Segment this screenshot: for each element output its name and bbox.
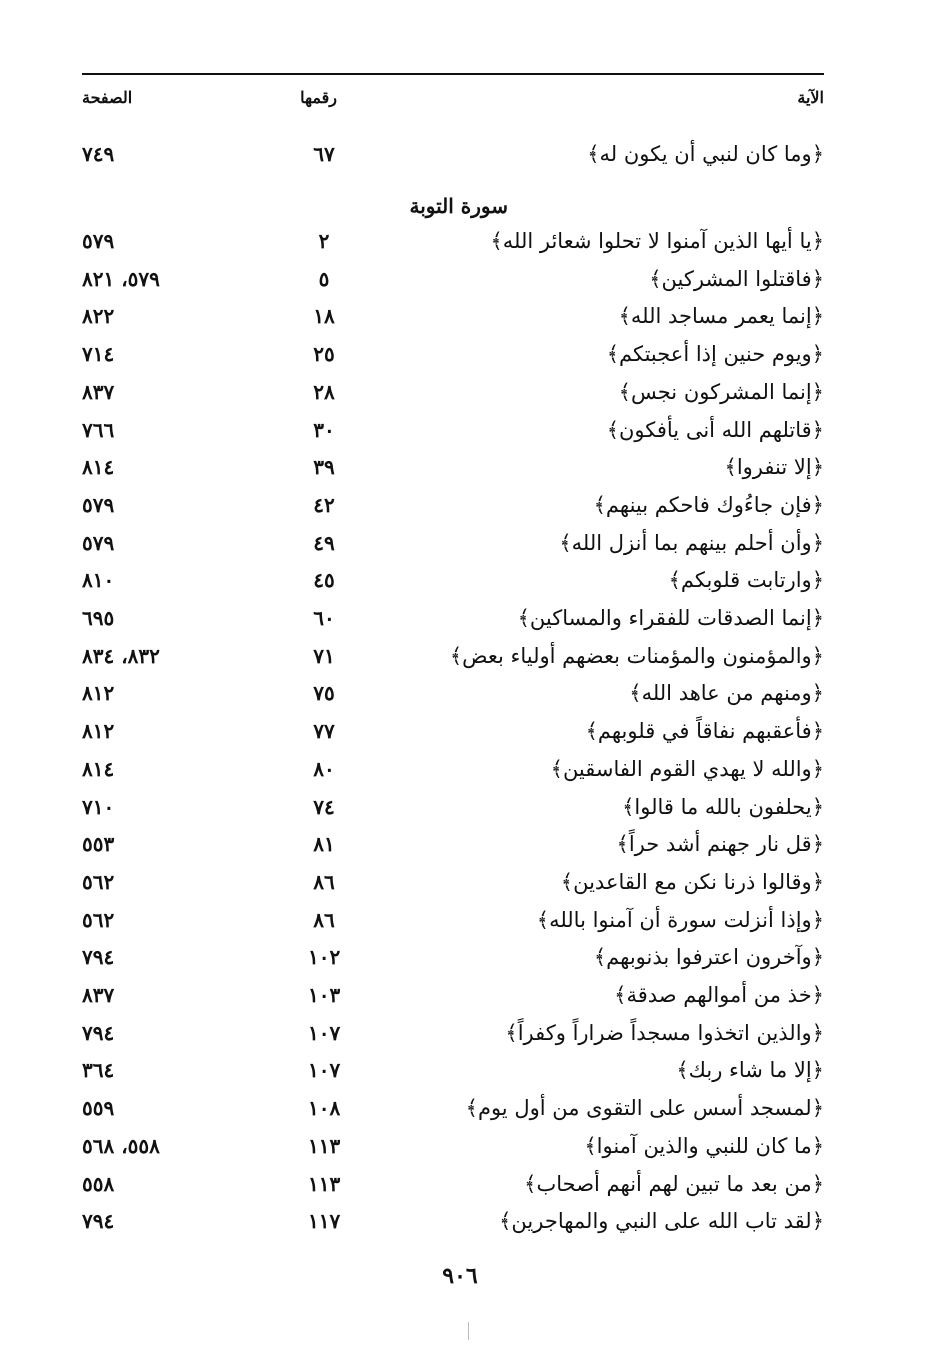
verse-text: ﴿ومنهم من عاهد الله﴾ xyxy=(629,681,824,705)
verse-column-header: الآية xyxy=(797,88,824,107)
table-row xyxy=(82,564,824,596)
page-references: ٥٧٩ xyxy=(82,229,115,253)
page-references: ٨١٤ xyxy=(82,757,115,781)
page-references: ٨٣٧ xyxy=(82,983,115,1007)
page-references: ٣٦٤ xyxy=(82,1058,115,1082)
table-row xyxy=(82,640,824,672)
verse-text: ﴿لقد تاب الله على النبي والمهاجرين﴾ xyxy=(499,1209,824,1233)
page-references: ٨٣٢، ٨٣٤ xyxy=(82,644,160,668)
table-row xyxy=(82,225,824,257)
table-row xyxy=(82,376,824,408)
binding-mark xyxy=(468,1322,469,1340)
verse-text: ﴿لمسجد أسس على التقوى من أول يوم﴾ xyxy=(465,1096,824,1120)
page-references: ٧٦٦ xyxy=(82,418,115,442)
verse-number: ٥ xyxy=(318,267,330,291)
verse-number: ١٠٢ xyxy=(308,945,341,969)
page-references: ٥٦٢ xyxy=(82,908,115,932)
page-references: ٥٦٢ xyxy=(82,870,115,894)
verse-text: ﴿فأعقبهم نفاقاً في قلوبهم﴾ xyxy=(585,719,824,743)
verse-text: ﴿والله لا يهدي القوم الفاسقين﴾ xyxy=(550,757,824,781)
verse-number: ١١٣ xyxy=(308,1134,341,1158)
verse-number: ١٠٨ xyxy=(308,1096,341,1120)
table-row xyxy=(82,1017,824,1049)
table-row xyxy=(82,1054,824,1086)
verse-text: ﴿وما كان لنبي أن يكون له﴾ xyxy=(587,142,824,166)
table-row xyxy=(82,338,824,370)
verse-number: ٦٧ xyxy=(313,142,335,166)
table-row xyxy=(82,715,824,747)
verse-text: ﴿خذ من أموالهم صدقة﴾ xyxy=(614,983,824,1007)
verse-number: ٨١ xyxy=(313,832,335,856)
verse-text: ﴿يا أيها الذين آمنوا لا تحلوا شعائر الله﴾ xyxy=(490,229,824,253)
page-references: ٧١٤ xyxy=(82,342,115,366)
page-references: ٥٥٨، ٥٦٨ xyxy=(82,1134,160,1158)
verse-text: ﴿من بعد ما تبين لهم أنهم أصحاب﴾ xyxy=(524,1172,824,1196)
verse-text: ﴿إنما يعمر مساجد الله﴾ xyxy=(618,304,824,328)
page-references: ٨٢٢ xyxy=(82,304,115,328)
verse-text: ﴿إلا تنفروا﴾ xyxy=(724,455,824,479)
table-row xyxy=(82,489,824,521)
page-references: ٧٩٤ xyxy=(82,1209,115,1233)
table-row xyxy=(82,1130,824,1162)
verse-number: ١٨ xyxy=(313,304,335,328)
verse-number: ٢٥ xyxy=(313,342,335,366)
verse-text: ﴿والمؤمنون والمؤمنات بعضهم أولياء بعض﴾ xyxy=(449,644,824,668)
verse-number: ١٠٧ xyxy=(308,1021,341,1045)
table-row xyxy=(82,791,824,823)
verse-number: ٧٥ xyxy=(313,681,335,705)
table-row xyxy=(82,414,824,446)
page-references: ٨١٠ xyxy=(82,568,115,592)
verse-number: ١٠٣ xyxy=(308,983,341,1007)
table-row xyxy=(82,677,824,709)
page-references: ٥٧٩ xyxy=(82,493,115,517)
page-references: ٨٣٧ xyxy=(82,380,115,404)
page-references: ٧٩٤ xyxy=(82,1021,115,1045)
verse-text: ﴿وقالوا ذرنا نكن مع القاعدين﴾ xyxy=(560,870,824,894)
verse-text: ﴿وإذا أنزلت سورة أن آمنوا بالله﴾ xyxy=(536,908,824,932)
page-references: ٨١٢ xyxy=(82,719,115,743)
verse-number: ٤٢ xyxy=(313,493,335,517)
verse-number: ٢ xyxy=(318,229,330,253)
verse-number: ١١٣ xyxy=(308,1172,341,1196)
verse-number: ١١٧ xyxy=(308,1209,341,1233)
table-row xyxy=(82,451,824,483)
verse-number: ٧٧ xyxy=(313,719,335,743)
table-row xyxy=(82,866,824,898)
verse-number: ٢٨ xyxy=(313,380,335,404)
verse-text: ﴿وارتابت قلوبكم﴾ xyxy=(668,568,824,592)
verse-number: ٦٠ xyxy=(313,606,335,630)
table-row xyxy=(82,527,824,559)
verse-number: ٨٦ xyxy=(313,870,335,894)
page-references: ٥٧٩ xyxy=(82,531,115,555)
verse-number: ٣٠ xyxy=(313,418,335,442)
verse-number: ٣٩ xyxy=(313,455,335,479)
verse-number: ٧١ xyxy=(313,644,335,668)
verse-number: ٧٤ xyxy=(313,795,335,819)
page-references: ٥٥٨ xyxy=(82,1172,115,1196)
table-row xyxy=(82,979,824,1011)
surah-heading: سورة التوبة xyxy=(409,194,508,218)
page-references: ٦٩٥ xyxy=(82,606,115,630)
table-row xyxy=(82,753,824,785)
page-column-header: الصفحة xyxy=(82,88,133,107)
verse-number: ١٠٧ xyxy=(308,1058,341,1082)
table-row xyxy=(82,941,824,973)
verse-number: ٨٠ xyxy=(313,757,335,781)
verse-text: ﴿يحلفون بالله ما قالوا﴾ xyxy=(622,795,824,819)
verse-text: ﴿قل نار جهنم أشد حراً﴾ xyxy=(616,832,824,856)
verse-text: ﴿قاتلهم الله أنى يأفكون﴾ xyxy=(606,418,824,442)
page-references: ٨١٢ xyxy=(82,681,115,705)
page-references: ٧٩٤ xyxy=(82,945,115,969)
table-row xyxy=(82,138,824,170)
page-references: ٨١٤ xyxy=(82,455,115,479)
table-row xyxy=(82,1168,824,1200)
verse-text: ﴿إلا ما شاء ربك﴾ xyxy=(676,1058,824,1082)
table-row xyxy=(82,1092,824,1124)
page-number: ٩٠٦ xyxy=(442,1263,478,1289)
table-row xyxy=(82,300,824,332)
verse-text: ﴿ويوم حنين إذا أعجبتكم﴾ xyxy=(606,342,824,366)
page-references: ٥٧٩، ٨٢١ xyxy=(82,267,160,291)
verse-text: ﴿وأن أحلم بينهم بما أنزل الله﴾ xyxy=(559,531,824,555)
verse-text: ﴿وآخرون اعترفوا بذنوبهم﴾ xyxy=(593,945,824,969)
verse-number: ٤٩ xyxy=(313,531,335,555)
verse-text: ﴿والذين اتخذوا مسجداً ضراراً وكفراً﴾ xyxy=(505,1021,824,1045)
page-references: ٧١٠ xyxy=(82,795,115,819)
table-row xyxy=(82,602,824,634)
verse-number: ٤٥ xyxy=(313,568,335,592)
number-column-header: رقمها xyxy=(300,88,337,107)
table-row xyxy=(82,263,824,295)
page-references: ٧٤٩ xyxy=(82,142,115,166)
top-rule xyxy=(82,73,824,75)
table-row xyxy=(82,904,824,936)
table-row xyxy=(82,1205,824,1237)
verse-number: ٨٦ xyxy=(313,908,335,932)
verse-text: ﴿إنما الصدقات للفقراء والمساكين﴾ xyxy=(517,606,824,630)
table-row xyxy=(82,828,824,860)
page-references: ٥٥٣ xyxy=(82,832,115,856)
verse-text: ﴿إنما المشركون نجس﴾ xyxy=(618,380,824,404)
verse-text: ﴿ما كان للنبي والذين آمنوا﴾ xyxy=(584,1134,824,1158)
verse-text: ﴿فإن جاءُوك فاحكم بينهم﴾ xyxy=(593,493,824,517)
page-references: ٥٥٩ xyxy=(82,1096,115,1120)
table-header xyxy=(82,82,824,114)
verse-text: ﴿فاقتلوا المشركين﴾ xyxy=(649,267,824,291)
